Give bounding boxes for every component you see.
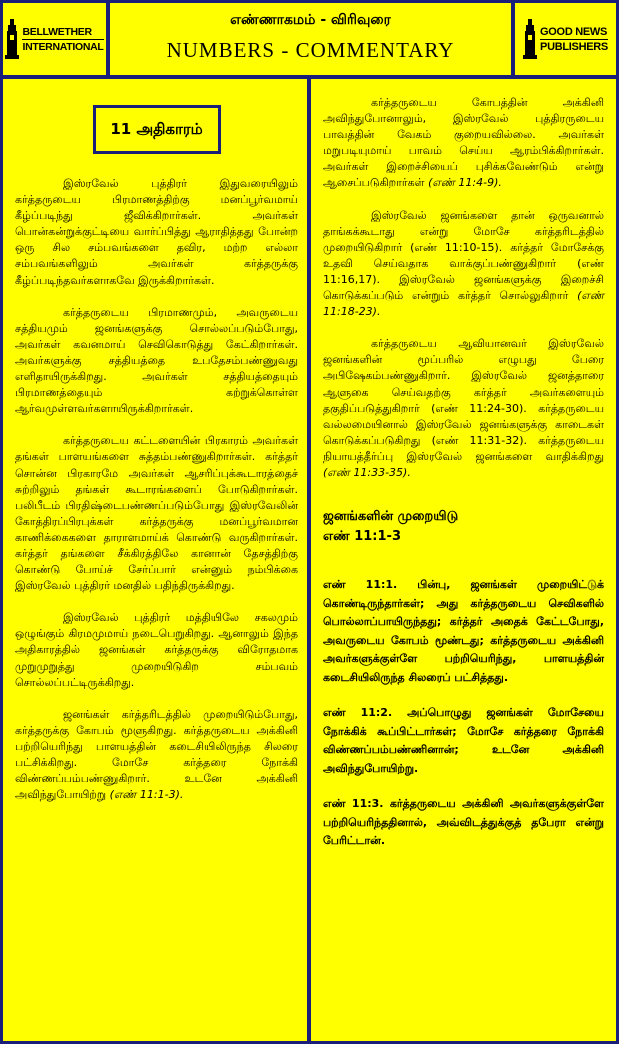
paragraph: கர்த்தருடைய கோபத்தின் அக்கினி அவிந்துபோனாலும், இஸ்ரவேல் புத்திரருடைய பாவத்தின் வேகம் குறையவில்லை. அவர்கள் மறுபடியுமாய் பாவம் செய்ய ஆரம்பிக்கிறார்கள். அவர்கள் இறைச்சியைப் புசிக்கவேண்டும் என்று ஆசைப்படுகிறார்கள் (எண் 11:4-9). <box>323 96 604 190</box>
paragraph: இஸ்ரவேல் புத்திரர் இதுவரையிலும் கர்த்தருடைய பிரமாணத்திற்கு மனப்பூர்வமாய் கீழ்ப்படிந்து ஜீவிக்கிறார்கள். அவர்கள் பொன்கன்றுக்குட்டியை வார்ப்பித்து ஆராதித்தது போன்ற ஒரு சில சம்பவங்களை தவிர, மற்ற எல்லா சம்பவங்களிலும் அவர்கள் கர்த்தருக்கு கீழ்ப்படிந்தவர்களாகவே இருக்கிறார்கள். <box>15 177 298 287</box>
paragraph: கர்த்தருடைய ஆவியானவர் இஸ்ரவேல் ஜனங்களின் மூப்பரில் எழுபது பேரை அபிஷேகம்பண்ணுகிறார். இஸ்ரவேல் ஜனத்தாரை ஆளுகை செய்வதற்கு கர்த்தர் அவர்களையும் தகுதிப்படுத்துகிறார் (எண் 11:24-30). கர்த்தருடைய வல்லமையினால் இஸ்ரவேல் ஜனங்களுக்கு காடைகள் கொடுக்கப்படுகிறது (எண் 11:31-32). கர்த்தருடைய நியாயத்தீர்ப்பு இஸ்ரவேல் ஜனங்களை வாதிக்கிறது (எண் 11:33-35). <box>323 337 604 479</box>
title-english: NUMBERS - COMMENTARY <box>166 38 455 62</box>
section-title-line1: ஜனங்களின் முறையிடு <box>323 509 459 525</box>
section-title <box>323 507 604 547</box>
section-title-line2: எண் 11:1-3 <box>323 529 401 545</box>
good-news-logo <box>515 3 616 75</box>
scripture-reference: (எண் 11:33-35). <box>323 465 411 479</box>
paragraph: கர்த்தருடைய கட்டளையின் பிரகாரம் அவர்கள் தங்கள் பாளயங்களை சுத்தம்பண்ணுகிறார்கள். கர்த்தர் சொன்ன பிரகாரமே அவர்கள் ஆசரிப்புக்கூடாரத்தைச் சுற்றிலும் தங்கள் கூடாரங்களைப் போடுகிறார்கள். பலிபீடம் பிரதிஷ்டைபண்ணப்படும்போது இஸ்ரவேலின் கோத்திரப்பிரபுக்கள் கர்த்தருக்கு மனப்பூர்வமான காணிக்கைகளை தாராளமாய்க் கொண்டு வருகிறார்கள். கர்த்தர் தங்களை சீக்கிரத்திலே கானான் தேசத்திற்கு கொண்டு போய்ச் சேர்ப்பார் என்னும் நம்பிக்கை இஸ்ரவேல் புத்திரர் மனதில் பதிந்திருக்கிறது. <box>15 434 298 593</box>
bell-tower-icon <box>523 19 537 59</box>
scripture-reference: (எண் 11:1-3). <box>109 788 184 802</box>
scripture-reference: (எண் 11:18-23). <box>323 289 604 319</box>
verse: எண் 11:3. கர்த்தருடைய அக்கினி அவர்களுக்குள்ளே பற்றியெரிந்ததினால், அவ்விடத்துக்குத் தபேரா என்று பேரிட்டான். <box>323 797 604 848</box>
paragraph: ஜனங்கள் கர்த்தரிடத்தில் முறையிடும்போது, கர்த்தருக்கு கோபம் மூளுகிறது. கர்த்தருடைய அக்கினி பற்றியெரிந்து பாளயத்தின் கடைசியிலிருந்த சிலரை பட்சிக்கிறது. மோசே கர்த்தரை நோக்கி விண்ணப்பம்பண்ணுகிறார். உடனே அக்கினி அவிந்துபோயிற்று (எண் 11:1-3). <box>15 707 298 802</box>
verse: எண் 11:1. பின்பு, ஜனங்கள் முறையிட்டுக் கொண்டிருந்தார்கள்; அது கர்த்தருடைய செவிகளில் பொல்லாப்பாயிருந்தது; கர்த்தர் அதைக் கேட்டபோது, அவருடைய கோபம் மூண்டது; கர்த்தருடைய அக்கினி அவர்களுக்குள்ளே பற்றியெரிந்து, பாளயத்தின் கடைசியிலிருந்த சிலரைப் பட்சித்தது. <box>323 578 604 684</box>
bellwether-logo <box>3 3 106 75</box>
header <box>110 3 511 75</box>
left-column <box>3 79 307 1041</box>
logo-right-line1: GOOD NEWS <box>540 25 608 38</box>
right-column <box>311 79 616 1041</box>
paragraph: இஸ்ரவேல் புத்திரர் மத்தியிலே சகலமும் ஒழுங்கும் கிரமமுமாய் நடைபெறுகிறது. ஆனாலும் இந்த அதிகாரத்தில் ஜனங்கள் கர்த்தருக்கு விரோதமாக முறுமுறுத்து முறையிடுகிற சம்பவம் சொல்லப்பட்டிருக்கிறது. <box>15 611 298 689</box>
paragraph: கர்த்தருடைய பிரமாணமும், அவருடைய சத்தியமும் ஜனங்களுக்கு சொல்லப்படும்போது, அவர்கள் கவனமாய் செவிகொடுத்து கேட்கிறார்கள். அவர்களுக்கு சத்தியத்தை உபதேசம்பண்ணுவது எளிதாயிருக்கிறது. அவர்கள் சத்தியத்தையும் பிரமாணத்தையும் கற்றுக்கொள்ள ஆர்வமுள்ளவர்களாயிருக்கிறார்கள். <box>15 305 298 416</box>
title-tamil: எண்ணாகமம் - விரிவுரை <box>230 12 391 28</box>
chapter-label: 11 அதிகாரம் <box>110 119 203 138</box>
chapter-heading <box>93 105 221 154</box>
verse: எண் 11:2. அப்பொழுது ஜனங்கள் மோசேயை நோக்கிக் கூப்பிட்டார்கள்; மோசே கர்த்தரை நோக்கி விண்ணப்பம்பண்ணினான்; உடனே அக்கினி அவிந்துபோயிற்று. <box>323 706 604 775</box>
logo-left-line1: BELLWETHER <box>22 25 92 38</box>
bell-tower-icon <box>5 19 19 59</box>
logo-right-line2: PUBLISHERS <box>540 40 608 53</box>
paragraph: இஸ்ரவேல் ஜனங்களை தான் ஒருவனால் தாங்கக்கூடாது என்று மோசே கர்த்தரிடத்தில் முறையிடுகிறார் (எண் 11:10-15). கர்த்தர் மோசேக்கு உதவி செய்வதாக வாக்குப்பண்ணுகிறார் (எண் 11:16,17). இஸ்ரவேல் ஜனங்களுக்கு இறைச்சி கொடுக்கப்படும் என்றும் கர்த்தர் சொல்லுகிறார் (எண் 11:18-23). <box>323 208 604 319</box>
logo-left-line2: INTERNATIONAL <box>22 40 104 53</box>
scripture-reference: (எண் 11:4-9). <box>428 176 502 190</box>
